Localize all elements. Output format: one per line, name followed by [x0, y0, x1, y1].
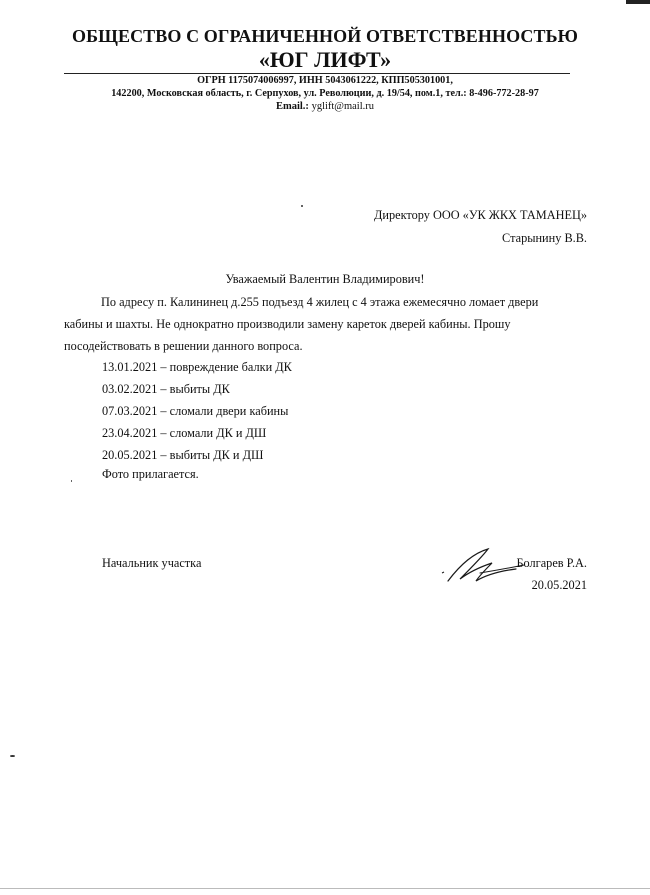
scan-edge-mark — [626, 0, 650, 4]
registration-numbers: ОГРН 1175074006997, ИНН 5043061222, КПП505301001, — [197, 75, 453, 86]
scan-edge-line — [0, 888, 650, 889]
org-name-line2: «ЮГ ЛИФТ» — [258, 47, 392, 72]
letter-body: По адресу п. Калининец д.255 подъезд 4 жилец с 4 этажа ежемесячно ломает двери кабины и шахты. Не однократно производили замену кареток дверей кабины. Прошу посодействовать в решении данного вопроса. — [64, 295, 539, 353]
email-line — [0, 101, 650, 112]
recipient-block — [374, 204, 587, 250]
scan-speck — [301, 205, 303, 207]
scan-speck — [10, 755, 15, 757]
recipient-title: Директору ООО «УК ЖКХ ТАМАНЕЦ» — [374, 208, 587, 222]
incident-list — [102, 356, 292, 466]
incident-item: 13.01.2021 – повреждение балки ДК — [102, 360, 292, 374]
signer-position: Начальник участка — [102, 556, 202, 570]
attachment-note: Фото прилагается. — [102, 467, 199, 481]
salutation: Уважаемый Валентин Владимирович! — [225, 272, 425, 286]
incident-item: 03.02.2021 – выбиты ДК — [102, 382, 230, 396]
signature-date: 20.05.2021 — [531, 578, 587, 592]
email-label: Email.: — [275, 101, 309, 112]
incident-item: 07.03.2021 – сломали двери кабины — [102, 404, 289, 418]
scan-speck — [71, 480, 72, 482]
incident-item: 23.04.2021 – сломали ДК и ДШ — [102, 426, 267, 440]
incident-item: 20.05.2021 – выбиты ДК и ДШ — [102, 448, 264, 462]
email-address: yglift@mail.ru — [311, 101, 375, 112]
org-name-line1: ОБЩЕСТВО С ОГРАНИЧЕННОЙ ОТВЕТСТВЕННОСТЬЮ — [72, 26, 578, 46]
header-divider — [64, 73, 570, 74]
recipient-name: Старынину В.В. — [502, 231, 587, 245]
signer-name: Болгарев Р.А. — [516, 556, 587, 570]
company-address: 142200, Московская область, г. Серпухов, ул. Революции, д. 19/54, пом.1, тел.: 8-496-772-28-97 — [111, 88, 539, 99]
